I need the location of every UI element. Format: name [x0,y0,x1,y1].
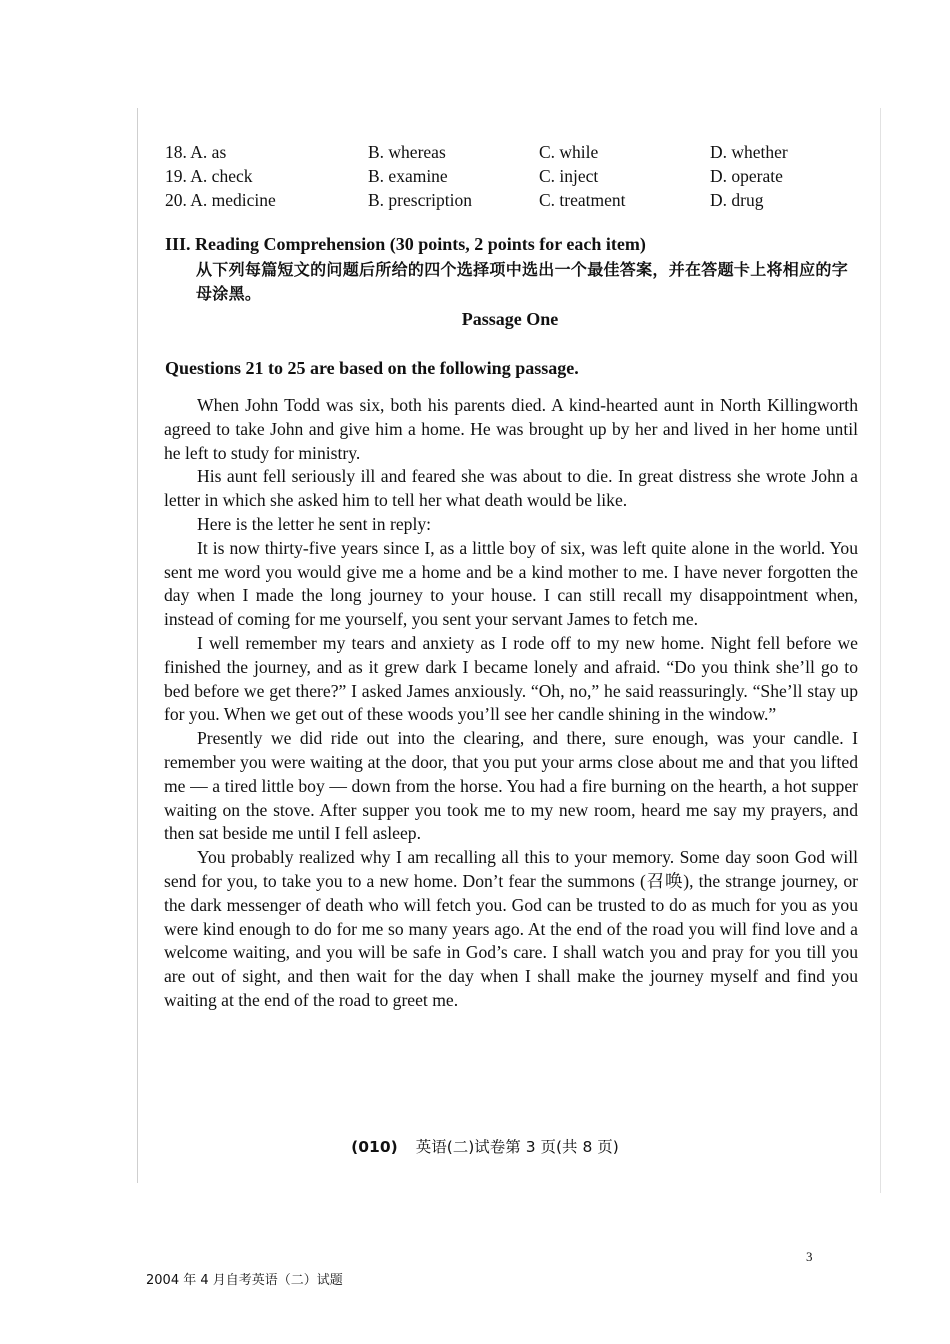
paragraph: Here is the letter he sent in reply: [197,513,432,534]
exam-page-footer [0,1135,950,1157]
option-c: C. while [539,142,599,162]
option-a: 20. A. medicine [165,190,276,210]
option-a: 19. A. check [165,166,253,186]
passage-title: Passage One [461,309,559,329]
option-c: C. inject [539,166,599,186]
option-d: D. whether [710,142,788,162]
paragraph: It is now thirty-five years since I, as a little boy of six, was left quite alone in the world. You sent me word you would give me a home and be a kind mother to me. I have never forgotten the day when I made the long journey to your house. I can still recall my disappointment when, instead of coming for me yourself, you sent your servant James to fetch me. [164,537,858,630]
section-instruction: 从下列每篇短文的问题后所给的四个选择项中选出一个最佳答案，并在答题卡上将相应的字母涂黑。 [196,260,849,303]
paragraph: I well remember my tears and anxiety as I rode off to my new home. Night fell before we finished the journey, and as it grew dark I became lonely and afraid. “Do you think she’ll go to bed before we get there?” I asked James anxiously. “Oh, no,” he said reassuringly. “She’ll stay up for you. When we get out of these woods you’ll see her candle shining in the window.” [164,632,858,725]
scan-right-edge [880,108,881,1193]
option-row-18 [165,140,865,164]
option-a: 18. A. as [165,142,227,162]
section-heading: III. Reading Comprehension (30 points, 2 points for each item) [165,234,646,254]
passage-body [164,394,858,1013]
exam-code: (010) [351,1138,398,1156]
option-row-19 [165,164,865,188]
exam-page-label: 英语(二)试卷第 3 页(共 8 页) [415,1138,619,1156]
document-caption: 2004 年 4 月自考英语（二）试题 [146,1273,343,1288]
option-b: B. prescription [368,190,473,210]
page-number: 3 [806,1249,813,1264]
option-b: B. whereas [368,142,446,162]
option-d: D. operate [710,166,783,186]
paragraph: You probably realized why I am recalling all this to your memory. Some day soon God will send for you, to take you to a new home. Don’t fear the summons (召唤), the strange journey, or the dark messenger of death who will fetch you. God can be trusted to do as much for you as you were kind enough to do for me so many years ago. At the end of the road you will find love and a welcome waiting, and you will be safe in God’s care. I shall watch you and pray for you till you are out of sight, and then wait for the day when I shall make the journey myself and find you waiting at the end of the road to greet me. [164,847,858,1010]
questions-heading: Questions 21 to 25 are based on the following passage. [165,358,579,378]
scan-left-edge [137,108,138,1183]
option-d: D. drug [710,190,764,210]
option-b: B. examine [368,166,448,186]
option-c: C. treatment [539,190,626,210]
paragraph: His aunt fell seriously ill and feared she was about to die. In great distress she wrote John a letter in which she asked him to tell her what death would be like. [164,466,858,511]
option-row-20 [165,188,865,212]
paragraph: Presently we did ride out into the clearing, and there, sure enough, was your candle. I remember you were waiting at the door, that you put your arms close about me and that you lifted me — a tired little boy — down from the horse. You had a fire burning on the hearth, a hot supper waiting on the stove. After supper you took me to my new room, heard me say my prayers, and then sat beside me until I fell asleep. [164,728,858,844]
paragraph: When John Todd was six, both his parents died. A kind-hearted aunt in North Killingworth agreed to take John and give him a home. He was brought up by her and lived in her home until he left to study for ministry. [164,395,858,463]
answer-options [165,140,865,212]
